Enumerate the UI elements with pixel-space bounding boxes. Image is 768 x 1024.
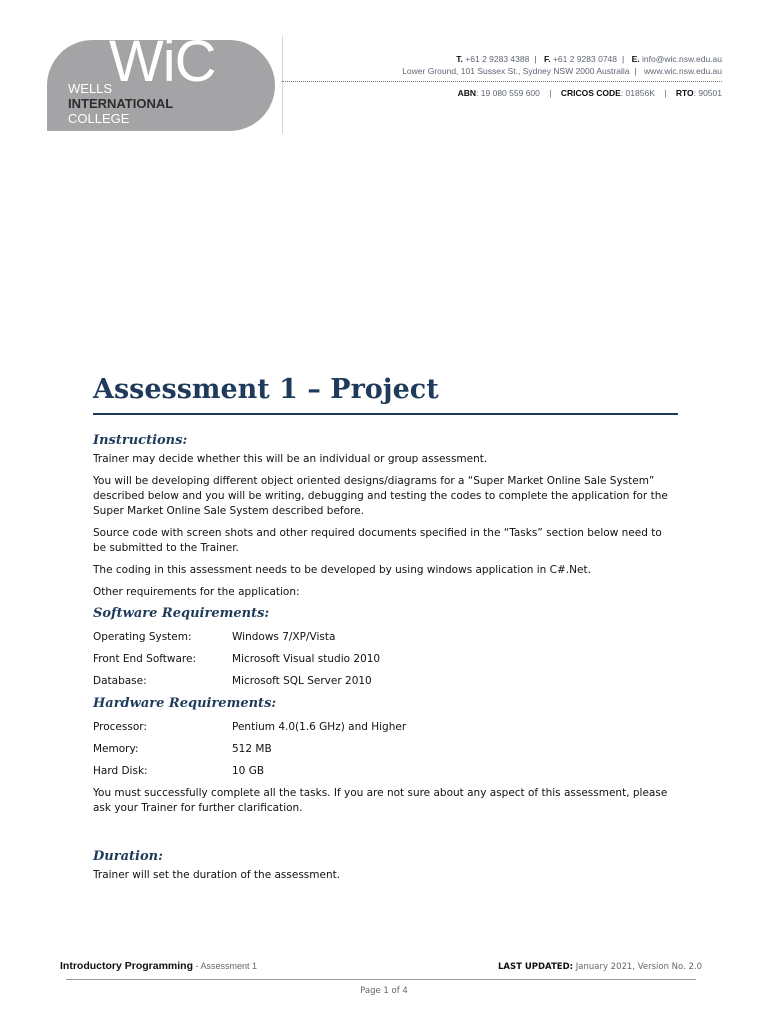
paragraph-project-description: You will be developing different object oriented designs/diagrams for a “Super Market Online Sale System” described below and you will be writing, debugging and testing the codes to complete the application for the Super Market Online Sale System described before. [93, 475, 668, 517]
abn-value: : 19 080 559 600 [476, 88, 540, 98]
email-link[interactable]: info@wic.nsw.edu.au [642, 54, 722, 64]
software-value: Microsoft Visual studio 2010 [232, 653, 381, 665]
paragraph-assessment-type: Trainer may decide whether this will be an individual or group assessment. [93, 453, 488, 465]
hardware-key: Memory: [93, 743, 139, 755]
footer-course-name: Introductory Programming [60, 960, 194, 972]
logo-line-college: COLLEGE [68, 111, 130, 126]
software-heading: Software Requirements: [93, 606, 270, 621]
software-row [93, 652, 380, 667]
rto-value: : 90501 [693, 88, 722, 98]
abn-label: ABN [457, 88, 477, 98]
cricos-value: : 01856K [620, 88, 655, 98]
document-title: Assessment 1 – Project [93, 374, 439, 405]
last-updated-label: LAST UPDATED: [498, 962, 574, 972]
paragraph-duration: Trainer will set the duration of the assessment. [93, 869, 341, 881]
hardware-row [93, 742, 272, 757]
college-logo [47, 29, 275, 131]
software-value: Microsoft SQL Server 2010 [232, 675, 372, 687]
software-key: Database: [93, 675, 147, 687]
website-link[interactable]: www.wic.nsw.edu.au [644, 66, 722, 76]
hardware-key: Hard Disk: [93, 765, 148, 777]
page-number: Page 1 of 4 [360, 986, 408, 996]
cricos-label: CRICOS CODE [560, 88, 621, 98]
duration-heading: Duration: [93, 849, 163, 864]
header-dotted-rule [282, 81, 722, 82]
contact-line-phones: T. +61 2 9283 4388 | F. +61 2 9283 0748 | E. info@wic.nsw.edu.au [456, 54, 722, 64]
footer-rule [66, 979, 696, 980]
hardware-key: Processor: [93, 721, 147, 733]
software-key: Front End Software: [93, 653, 197, 665]
email-label: E. [631, 54, 640, 64]
registration-line: ABN: 19 080 559 600 | CRICOS CODE: 01856K | RTO: 90501 [457, 88, 722, 98]
hardware-heading: Hardware Requirements: [93, 696, 277, 711]
phone-number: +61 2 9283 4388 [465, 54, 530, 64]
paragraph-complete-tasks: You must successfully complete all the tasks. If you are not sure about any aspect of this assessment, please ask your Trainer for further clarification. [93, 787, 668, 814]
title-underline [93, 413, 678, 415]
logo-line-wells: WELLS [68, 81, 113, 96]
hardware-value: 512 MB [232, 743, 272, 755]
software-value: Windows 7/XP/Vista [232, 631, 336, 643]
hardware-value: Pentium 4.0(1.6 GHz) and Higher [232, 721, 407, 733]
header-divider [282, 36, 283, 134]
software-row [93, 674, 372, 689]
software-key: Operating System: [93, 631, 192, 643]
paragraph-language: The coding in this assessment needs to be developed by using windows application in C#.Net. [93, 564, 591, 576]
hardware-row [93, 720, 406, 735]
paragraph-submission: Source code with screen shots and other required documents specified in the “Tasks” section below need to be submitted to the Trainer. [93, 527, 662, 554]
contact-line-address: Lower Ground, 101 Sussex St., Sydney NSW 2000 Australia | www.wic.nsw.edu.au [402, 66, 722, 76]
logo-line-international: INTERNATIONAL [68, 96, 174, 111]
footer-course-subtitle: - Assessment 1 [193, 961, 258, 971]
contact-block [302, 53, 722, 77]
hardware-row [93, 764, 264, 779]
software-row [93, 630, 335, 645]
fax-number: +61 2 9283 0748 [552, 54, 618, 64]
rto-label: RTO [675, 88, 694, 98]
paragraph-other-requirements: Other requirements for the application: [93, 586, 300, 598]
hardware-value: 10 GB [232, 765, 265, 777]
fax-label: F. [543, 54, 551, 64]
footer-last-updated [498, 962, 702, 972]
phone-label: T. [456, 54, 463, 64]
address-text: Lower Ground, 101 Sussex St., Sydney NSW 2000 Australia [402, 66, 630, 76]
instructions-heading: Instructions: [93, 433, 188, 448]
last-updated-value: January 2021, Version No. 2.0 [573, 962, 702, 972]
footer-course [60, 960, 257, 972]
logo-wic-text: WiC [109, 29, 216, 94]
